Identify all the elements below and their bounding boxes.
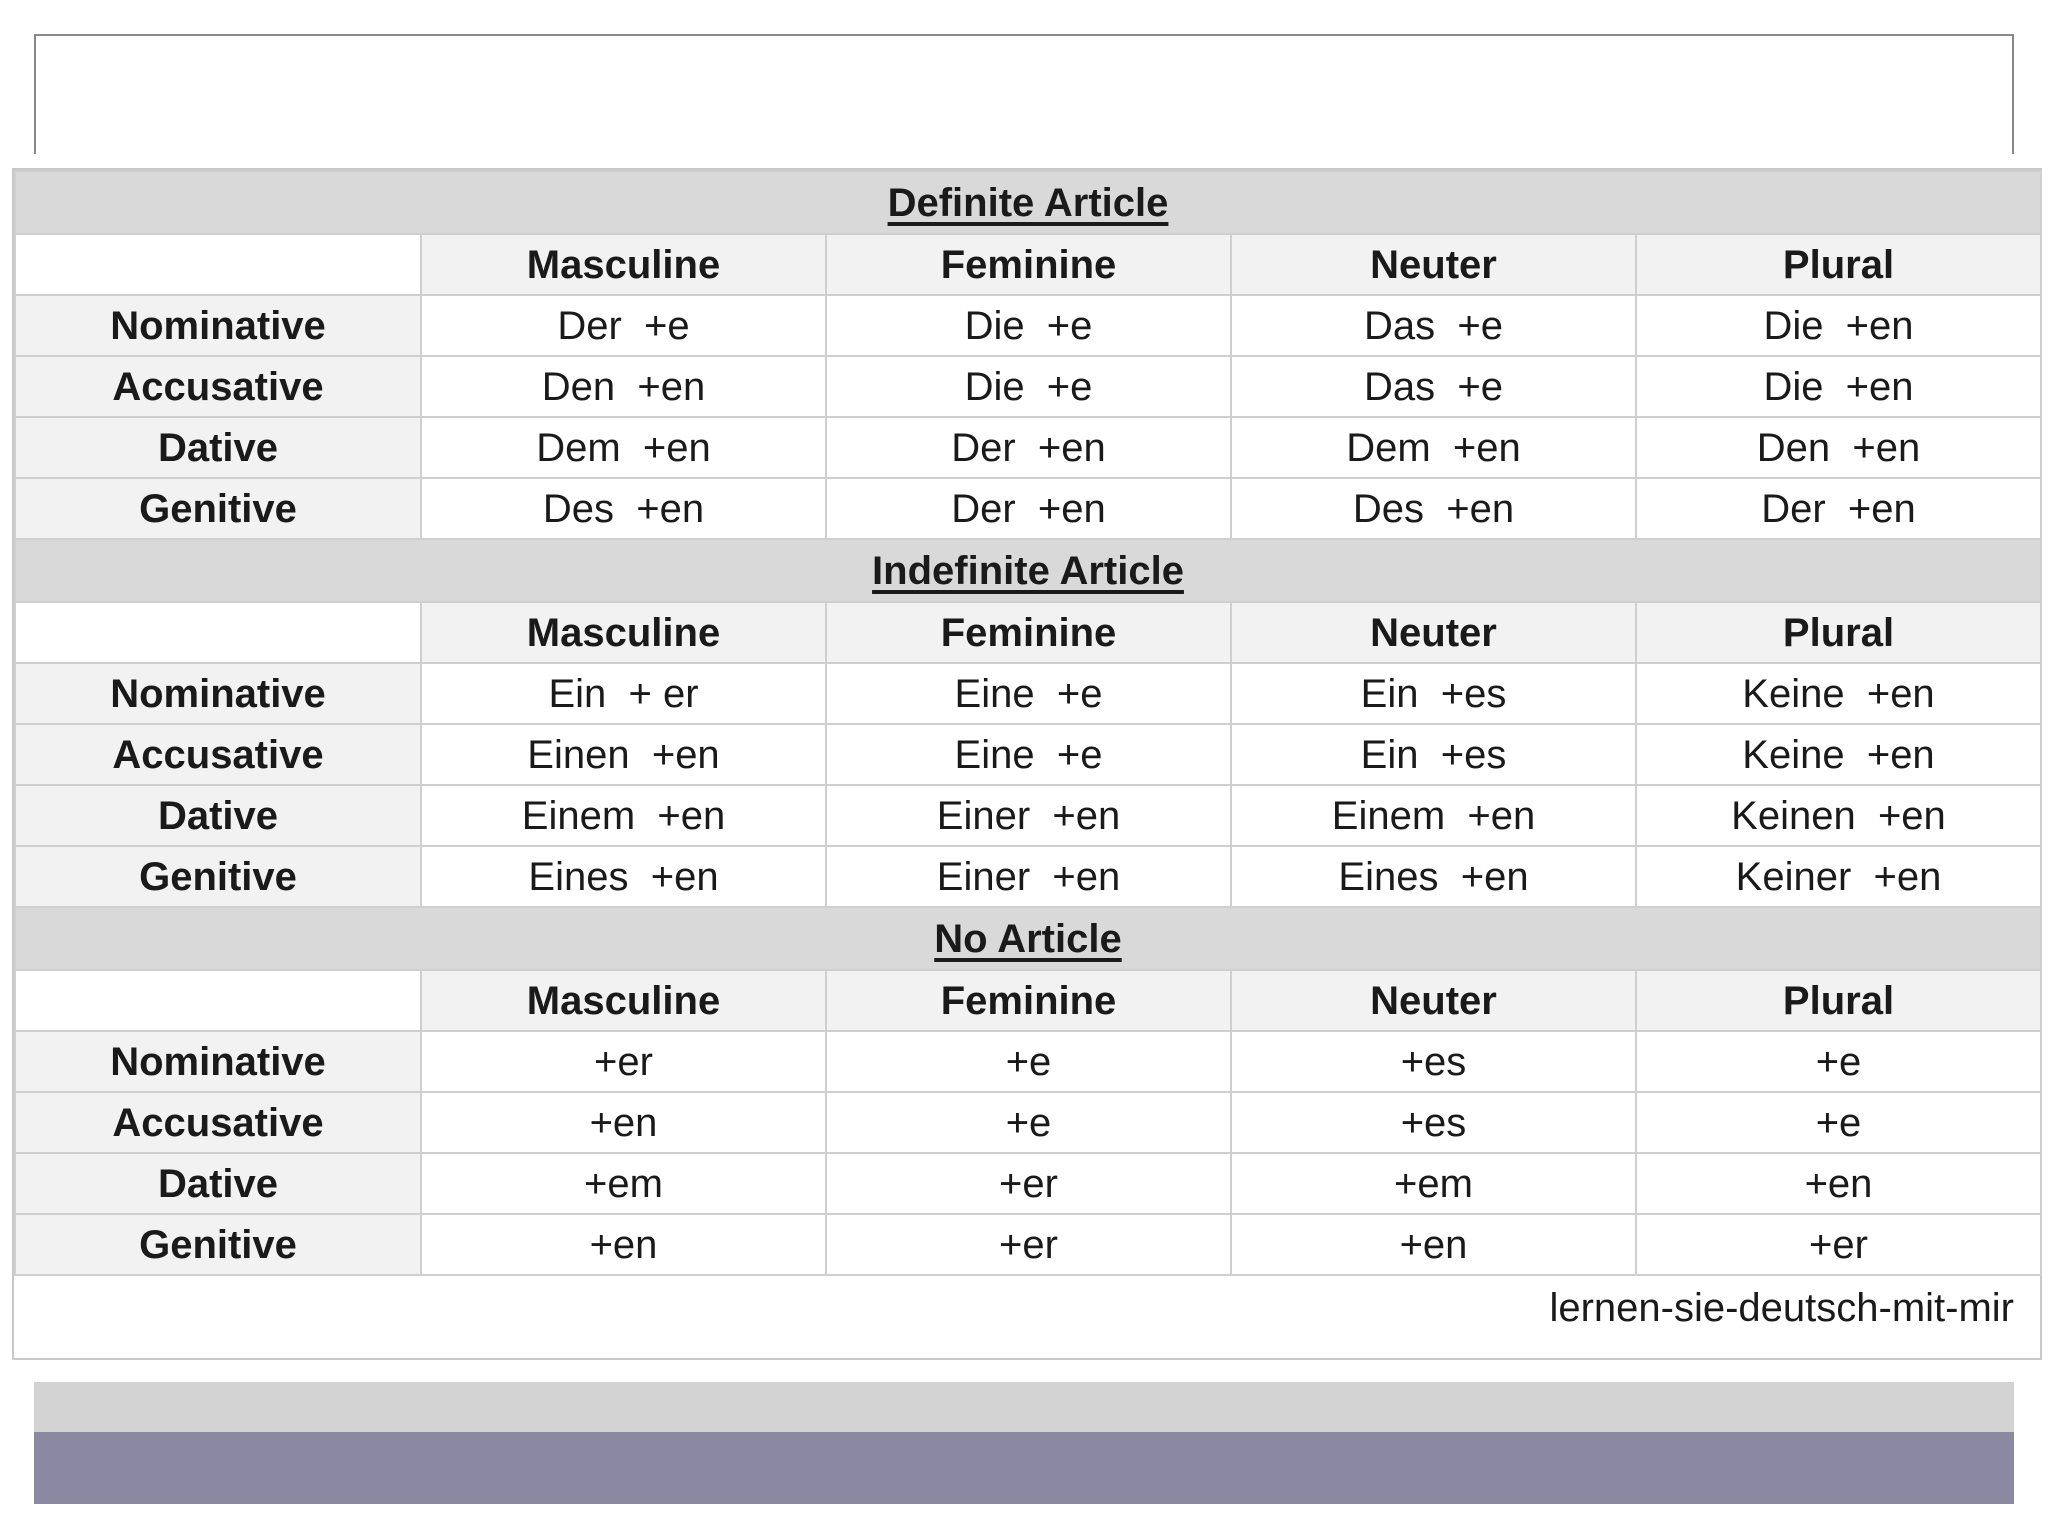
ending-cell-feminine: +er: [826, 1153, 1231, 1214]
section-header-row: [15, 539, 2041, 602]
case-row-accusative: [15, 356, 2041, 417]
case-label-nominative: Nominative: [15, 663, 421, 724]
adjective-endings-table: [14, 170, 2042, 1276]
corner-cell: [15, 970, 421, 1031]
ending-cell-masculine: +er: [421, 1031, 826, 1092]
indefinite-article-heading: Indefinite Article: [15, 539, 2041, 602]
case-row-dative: [15, 1153, 2041, 1214]
ending-cell-plural: +e: [1636, 1031, 2041, 1092]
declension-sheet: [12, 168, 2042, 1360]
ending-cell-plural: Die +en: [1636, 295, 2041, 356]
ending-cell-feminine: Eine +e: [826, 724, 1231, 785]
ending-cell-masculine: +en: [421, 1214, 826, 1275]
case-row-genitive: [15, 1214, 2041, 1275]
ending-cell-plural: Keinen +en: [1636, 785, 2041, 846]
ending-cell-neuter: +en: [1231, 1214, 1636, 1275]
case-row-dative: [15, 785, 2041, 846]
gender-header-plural: Plural: [1636, 970, 2041, 1031]
no-article-heading: No Article: [15, 907, 2041, 970]
corner-cell: [15, 234, 421, 295]
ending-cell-plural: +er: [1636, 1214, 2041, 1275]
ending-cell-plural: Keine +en: [1636, 724, 2041, 785]
case-label-accusative: Accusative: [15, 356, 421, 417]
ending-cell-neuter: +es: [1231, 1031, 1636, 1092]
ending-cell-neuter: Einem +en: [1231, 785, 1636, 846]
ending-cell-masculine: Einem +en: [421, 785, 826, 846]
ending-cell-plural: Der +en: [1636, 478, 2041, 539]
ending-cell-masculine: Einen +en: [421, 724, 826, 785]
ending-cell-neuter: Dem +en: [1231, 417, 1636, 478]
ending-cell-neuter: +em: [1231, 1153, 1636, 1214]
gender-header-plural: Plural: [1636, 602, 2041, 663]
ending-cell-plural: Die +en: [1636, 356, 2041, 417]
ending-cell-neuter: Ein +es: [1231, 724, 1636, 785]
table-body: [15, 171, 2041, 1275]
definite-article-heading: Definite Article: [15, 171, 2041, 234]
ending-cell-plural: Keine +en: [1636, 663, 2041, 724]
section-header-row: [15, 907, 2041, 970]
gender-header-plural: Plural: [1636, 234, 2041, 295]
case-label-genitive: Genitive: [15, 846, 421, 907]
case-row-nominative: [15, 1031, 2041, 1092]
ending-cell-plural: Keiner +en: [1636, 846, 2041, 907]
ending-cell-neuter: Des +en: [1231, 478, 1636, 539]
gender-header-neuter: Neuter: [1231, 970, 1636, 1031]
case-label-accusative: Accusative: [15, 724, 421, 785]
gender-header-masculine: Masculine: [421, 234, 826, 295]
gender-header-row: [15, 234, 2041, 295]
ending-cell-neuter: Eines +en: [1231, 846, 1636, 907]
case-label-genitive: Genitive: [15, 478, 421, 539]
ending-cell-feminine: Die +e: [826, 356, 1231, 417]
gender-header-feminine: Feminine: [826, 234, 1231, 295]
gender-header-masculine: Masculine: [421, 970, 826, 1031]
ending-cell-neuter: Ein +es: [1231, 663, 1636, 724]
case-label-dative: Dative: [15, 785, 421, 846]
case-row-accusative: [15, 1092, 2041, 1153]
gender-header-feminine: Feminine: [826, 602, 1231, 663]
ending-cell-masculine: +en: [421, 1092, 826, 1153]
gender-header-row: [15, 970, 2041, 1031]
ending-cell-feminine: +e: [826, 1092, 1231, 1153]
gender-header-feminine: Feminine: [826, 970, 1231, 1031]
ending-cell-plural: Den +en: [1636, 417, 2041, 478]
ending-cell-feminine: Einer +en: [826, 785, 1231, 846]
ending-cell-feminine: Eine +e: [826, 663, 1231, 724]
gender-header-neuter: Neuter: [1231, 234, 1636, 295]
ending-cell-feminine: +er: [826, 1214, 1231, 1275]
ending-cell-feminine: Einer +en: [826, 846, 1231, 907]
case-label-nominative: Nominative: [15, 1031, 421, 1092]
case-label-dative: Dative: [15, 417, 421, 478]
ending-cell-feminine: Die +e: [826, 295, 1231, 356]
ending-cell-neuter: +es: [1231, 1092, 1636, 1153]
gender-header-neuter: Neuter: [1231, 602, 1636, 663]
ending-cell-masculine: Eines +en: [421, 846, 826, 907]
ending-cell-feminine: Der +en: [826, 478, 1231, 539]
case-row-genitive: [15, 478, 2041, 539]
ending-cell-plural: +en: [1636, 1153, 2041, 1214]
case-row-dative: [15, 417, 2041, 478]
ending-cell-neuter: Das +e: [1231, 356, 1636, 417]
ending-cell-masculine: Dem +en: [421, 417, 826, 478]
case-label-dative: Dative: [15, 1153, 421, 1214]
ending-cell-masculine: Des +en: [421, 478, 826, 539]
case-row-genitive: [15, 846, 2041, 907]
gender-header-masculine: Masculine: [421, 602, 826, 663]
bottom-band-light: [34, 1382, 2014, 1432]
case-row-nominative: [15, 295, 2041, 356]
case-row-nominative: [15, 663, 2041, 724]
top-frame: [34, 34, 2014, 154]
ending-cell-masculine: Der +e: [421, 295, 826, 356]
case-label-nominative: Nominative: [15, 295, 421, 356]
ending-cell-masculine: Den +en: [421, 356, 826, 417]
source-credit: lernen-sie-deutsch-mit-mir: [1549, 1286, 2014, 1330]
gender-header-row: [15, 602, 2041, 663]
case-label-accusative: Accusative: [15, 1092, 421, 1153]
case-row-accusative: [15, 724, 2041, 785]
ending-cell-masculine: +em: [421, 1153, 826, 1214]
bottom-band-dark: [34, 1432, 2014, 1504]
case-label-genitive: Genitive: [15, 1214, 421, 1275]
corner-cell: [15, 602, 421, 663]
section-header-row: [15, 171, 2041, 234]
ending-cell-masculine: Ein + er: [421, 663, 826, 724]
ending-cell-plural: +e: [1636, 1092, 2041, 1153]
ending-cell-feminine: +e: [826, 1031, 1231, 1092]
ending-cell-neuter: Das +e: [1231, 295, 1636, 356]
ending-cell-feminine: Der +en: [826, 417, 1231, 478]
